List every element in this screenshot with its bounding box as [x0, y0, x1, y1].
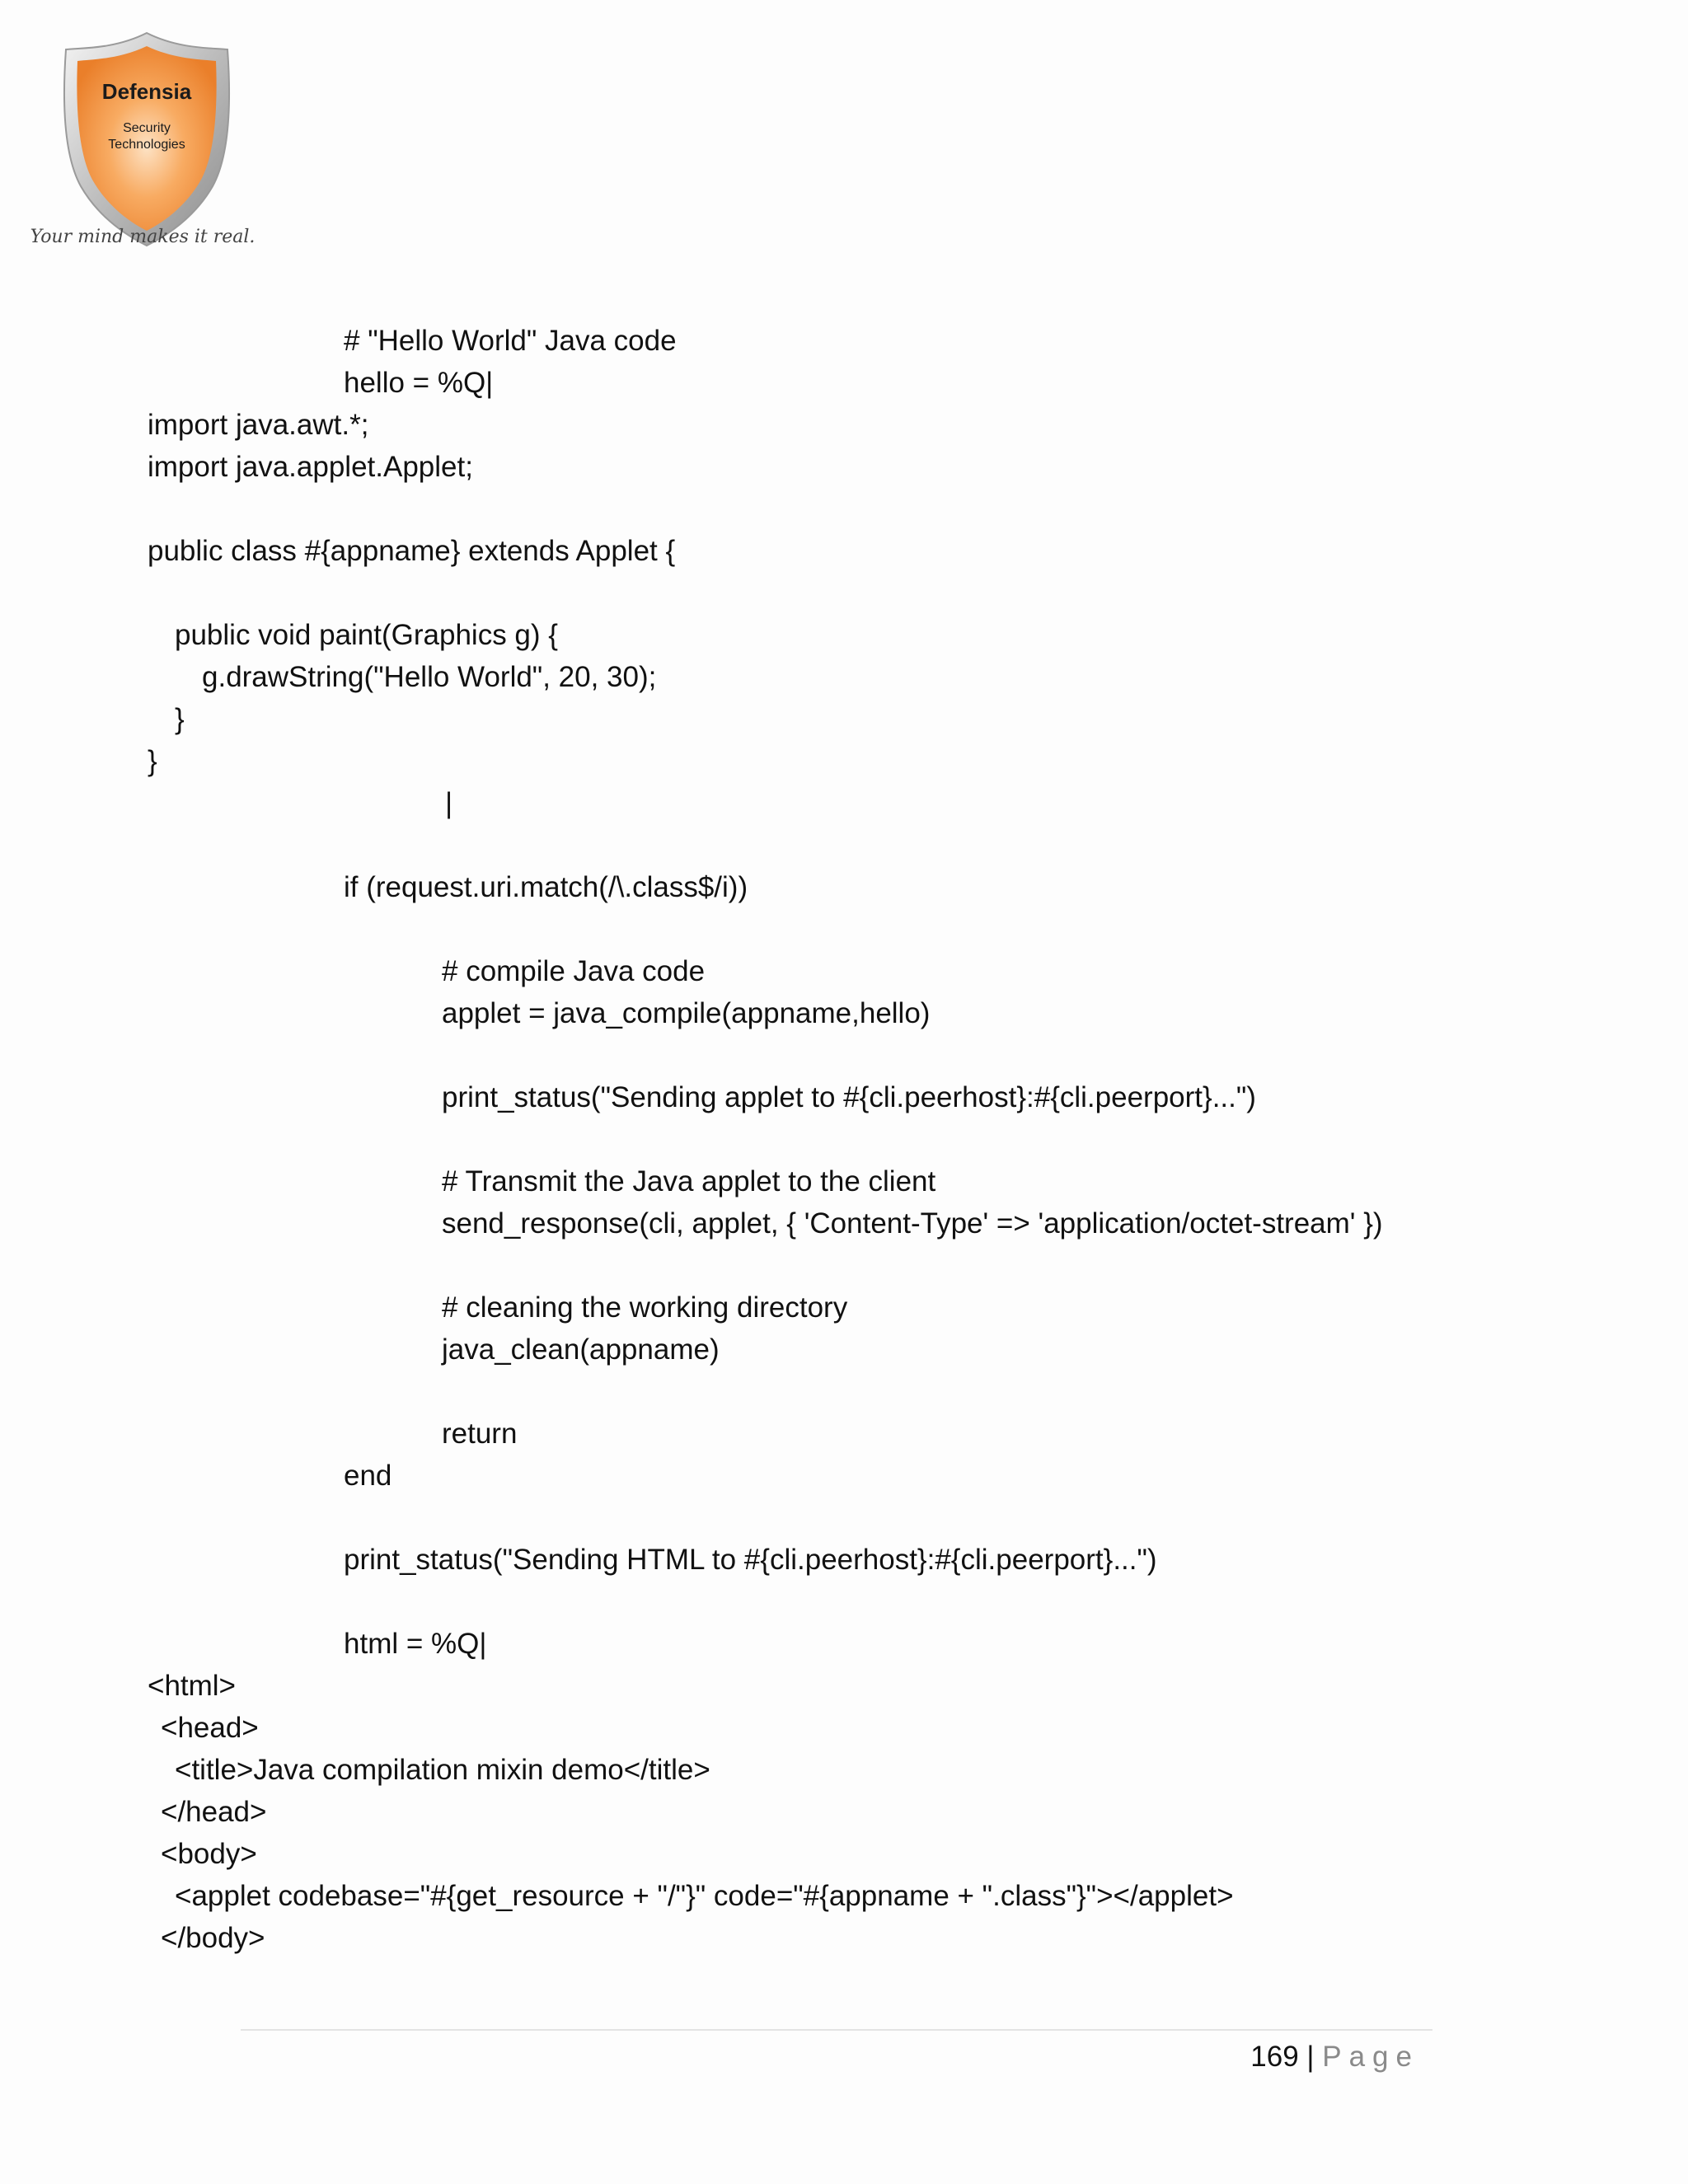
- code-line: <html>: [148, 1670, 236, 1702]
- code-line: }: [148, 745, 157, 777]
- code-line: end: [344, 1460, 392, 1492]
- code-line: <head>: [161, 1712, 259, 1744]
- code-line: print_status("Sending applet to #{cli.peerhost}:#{cli.peerport}..."): [442, 1081, 1256, 1113]
- code-line: # Transmit the Java applet to the client: [442, 1165, 936, 1197]
- logo-tagline: Your mind makes it real.: [30, 227, 256, 247]
- page-label: Page: [1322, 2041, 1419, 2073]
- code-line: }: [175, 703, 185, 735]
- code-line: if (request.uri.match(/\.class$/i)): [344, 871, 748, 903]
- code-line: import java.applet.Applet;: [148, 451, 473, 483]
- logo-brand-text: Defensia: [101, 79, 192, 104]
- code-line: applet = java_compile(appname,hello): [442, 997, 931, 1029]
- logo-subtitle-line1: Security: [123, 121, 171, 135]
- code-line: public void paint(Graphics g) {: [175, 619, 558, 651]
- code-line: g.drawString("Hello World", 20, 30);: [202, 661, 657, 693]
- code-line: |: [445, 787, 453, 819]
- code-line: hello = %Q|: [344, 367, 494, 399]
- page-separator: |: [1306, 2041, 1315, 2073]
- code-line: java_clean(appname): [442, 1333, 720, 1366]
- code-line: send_response(cli, applet, { 'Content-Type' => 'application/octet-stream' }): [442, 1207, 1383, 1240]
- code-line: <title>Java compilation mixin demo</title>: [175, 1754, 710, 1786]
- code-line: <applet codebase="#{get_resource + "/"}" code="#{appname + ".class"}"></applet>: [175, 1880, 1234, 1912]
- page-number: 169: [1250, 2041, 1299, 2073]
- footer-divider: [241, 2029, 1432, 2031]
- logo-subtitle-line2: Technologies: [108, 138, 185, 152]
- page-footer: [1250, 2039, 1419, 2075]
- code-line: print_status("Sending HTML to #{cli.peerhost}:#{cli.peerport}..."): [344, 1544, 1157, 1576]
- code-line: </head>: [161, 1796, 267, 1828]
- code-line: <body>: [161, 1838, 257, 1870]
- code-line: html = %Q|: [344, 1628, 487, 1660]
- code-line: return: [442, 1418, 518, 1450]
- code-line: # "Hello World" Java code: [344, 325, 677, 357]
- code-line: </body>: [161, 1922, 265, 1954]
- code-line: public class #{appname} extends Applet {: [148, 535, 676, 567]
- code-line: import java.awt.*;: [148, 409, 369, 441]
- code-line: # compile Java code: [442, 955, 706, 987]
- code-line: # cleaning the working directory: [442, 1291, 848, 1324]
